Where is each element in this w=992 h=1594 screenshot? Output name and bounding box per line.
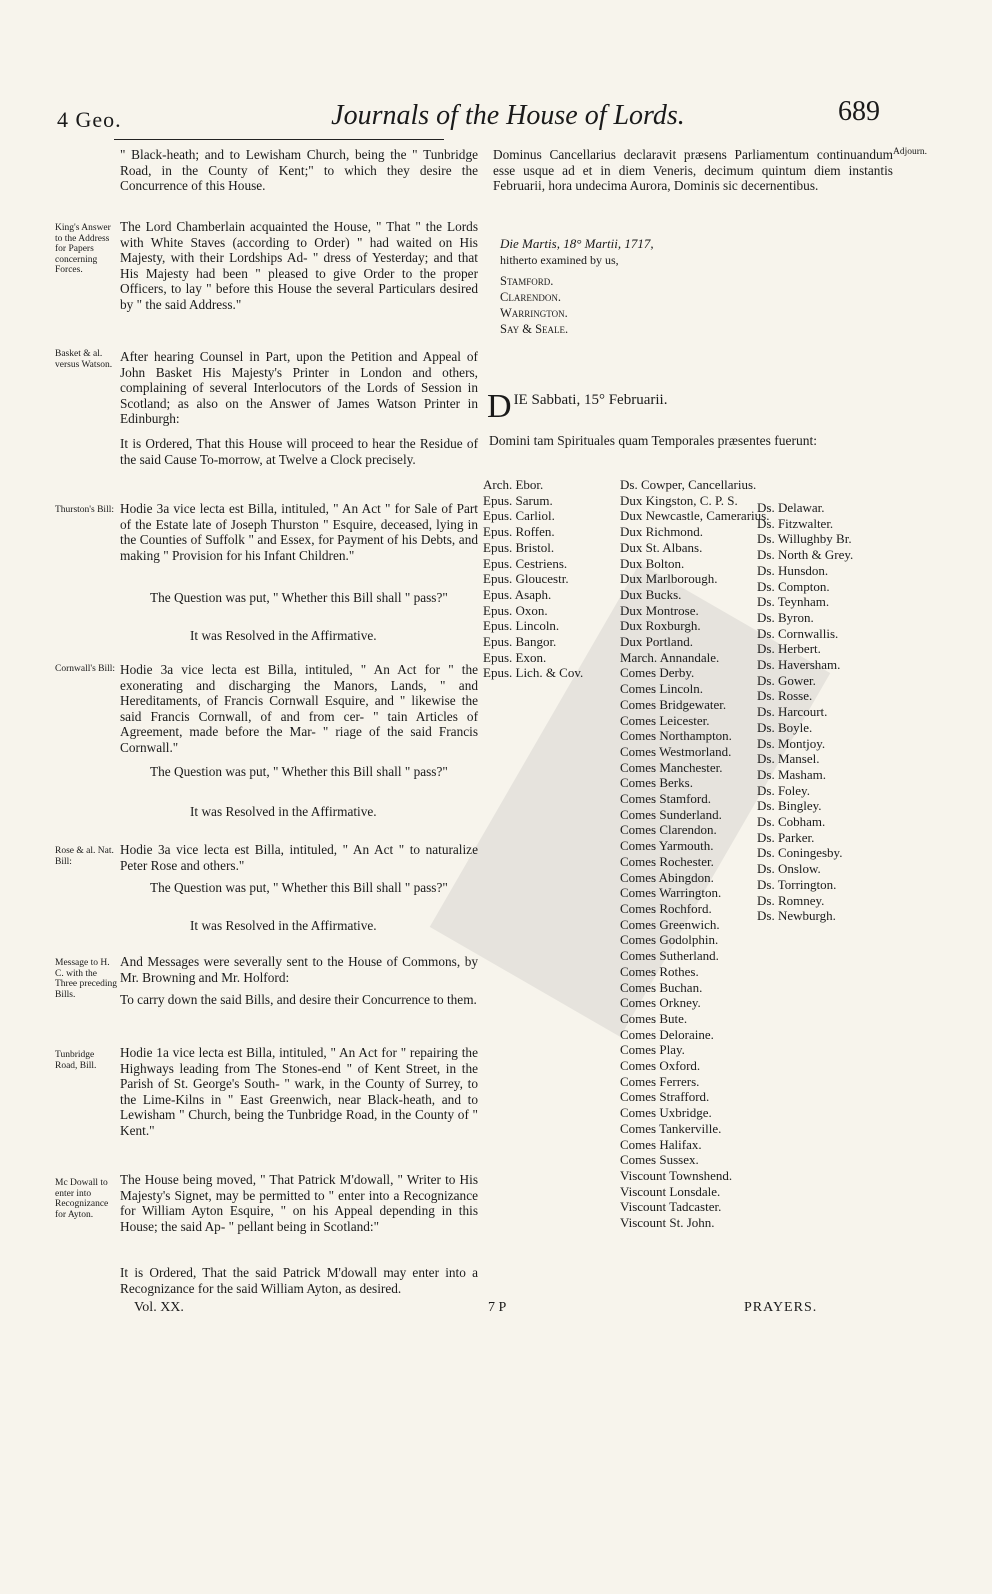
list-item: Comes Strafford. bbox=[620, 1089, 710, 1105]
adjournment-paragraph bbox=[493, 147, 893, 194]
volume-label: Vol. XX. bbox=[134, 1300, 184, 1315]
margin-note: Basket & al. versus Watson. bbox=[55, 349, 113, 370]
list-item: Dux Portland. bbox=[620, 634, 693, 650]
list-item: Comes Berks. bbox=[620, 775, 693, 791]
resolution: It was Resolved in the Affirmative. bbox=[190, 804, 377, 819]
list-item: Comes Sussex. bbox=[620, 1152, 699, 1168]
list-item: Ds. Herbert. bbox=[757, 641, 821, 657]
question-put: The Question was put, " Whether this Bill shall " pass?" bbox=[150, 590, 448, 605]
examined-date: Die Martis, 18° Martii, 1717, bbox=[500, 236, 654, 251]
list-item: Dux Richmond. bbox=[620, 524, 704, 540]
margin-note: Cornwall's Bill: bbox=[55, 664, 116, 674]
list-item: Comes Stamford. bbox=[620, 791, 711, 807]
list-item: Epus. Asaph. bbox=[483, 586, 552, 602]
signature-mark: 7 P bbox=[488, 1300, 507, 1315]
list-item: Comes Yarmouth. bbox=[620, 838, 714, 854]
question-put: The Question was put, " Whether this Bill shall " pass?" bbox=[150, 880, 448, 895]
list-item: Dux Bolton. bbox=[620, 555, 685, 571]
paragraph: It is Ordered, That this House will proceed to hear the Residue of the said Cause To-morrow, at Twelve a Clock precisely. bbox=[120, 436, 478, 467]
left-column-para bbox=[150, 590, 478, 606]
signatory: Warrington. bbox=[500, 306, 568, 320]
barons-list bbox=[757, 500, 892, 924]
reign-label: 4 Geo. bbox=[57, 107, 122, 132]
paragraph: The House being moved, " That Patrick M'dowall, " Writer to His Majesty's Signet, may be permitted to " enter into a Recognizance for William Ayton Esquire, " on his Appeal depending in this House; the said Ap- " pellant being in Scotland:" bbox=[120, 1172, 478, 1234]
left-column-para bbox=[120, 992, 478, 1008]
list-item: Epus. Gloucestr. bbox=[483, 571, 569, 587]
left-column-para bbox=[190, 804, 478, 820]
paragraph: The Lord Chamberlain acquainted the House, " That " the Lords with White Staves (according to Order) " had waited on His Majesty, with their Lordships Ad- " dress of Yesterday; and that His Majesty had been " pleased to give Order to the proper Officers, to lay " before this House the several Particulars desired by " the said Address." bbox=[120, 219, 478, 312]
list-item: Comes Orkney. bbox=[620, 995, 701, 1011]
list-item: Comes Deloraine. bbox=[620, 1026, 714, 1042]
list-item: Ds. Haversham. bbox=[757, 657, 841, 673]
signatory: Clarendon. bbox=[500, 290, 561, 304]
list-item: Comes Leicester. bbox=[620, 712, 710, 728]
catchword: PRAYERS. bbox=[744, 1300, 818, 1315]
list-item: Ds. Newburgh. bbox=[757, 908, 836, 924]
resolution: It was Resolved in the Affirmative. bbox=[190, 628, 377, 643]
left-column-para bbox=[190, 918, 478, 934]
list-item: Comes Lincoln. bbox=[620, 681, 704, 697]
day-heading-text: IE Sabbati, 15° Februarii. bbox=[513, 392, 668, 408]
list-item: Ds. North & Grey. bbox=[757, 547, 854, 563]
list-item: Comes Sutherland. bbox=[620, 948, 719, 964]
journal-title: Journals of the House of Lords. bbox=[331, 100, 685, 131]
list-item: Viscount Tadcaster. bbox=[620, 1199, 722, 1215]
header-rule bbox=[114, 139, 444, 140]
list-item: March. Annandale. bbox=[620, 649, 720, 665]
left-column-para bbox=[120, 662, 478, 756]
list-item: Dux St. Albans. bbox=[620, 539, 703, 555]
left-column-para bbox=[120, 349, 478, 427]
list-item: Epus. Roffen. bbox=[483, 524, 555, 540]
list-item: Epus. Bristol. bbox=[483, 539, 555, 555]
list-item: Ds. Bingley. bbox=[757, 798, 822, 814]
list-item: Epus. Oxon. bbox=[483, 602, 548, 618]
list-item: Dux Marlborough. bbox=[620, 571, 718, 587]
paragraph: Hodie 3a vice lecta est Billa, intituled, " An Act for " the exonerating and discharging the Manors, Lands, " and Hereditaments, of Francis Cornwall Esquire, and " likewise the said Francis Cornwall, of and from cer- " tain Articles of Agreement, made before the Mar- " riage of the said Francis Cornwall." bbox=[120, 662, 478, 755]
paragraph: Dominus Cancellarius declaravit præsens Parliamentum continuandum esse usque ad et in diem Veneris, decimum quintum diem instantis Februarii, hora undecima Aurora, Dominis sic decernentibus. bbox=[493, 147, 893, 194]
list-item: Ds. Fitzwalter. bbox=[757, 515, 834, 531]
list-item: Comes Buchan. bbox=[620, 979, 703, 995]
examined-note: hitherto examined by us, bbox=[500, 253, 619, 267]
list-item: Epus. Lincoln. bbox=[483, 618, 560, 634]
margin-note: Rose & al. Nat. Bill: bbox=[55, 846, 114, 867]
list-item: Epus. Cestriens. bbox=[483, 555, 568, 571]
list-item: Ds. Rosse. bbox=[757, 688, 813, 704]
list-item: Comes Uxbridge. bbox=[620, 1105, 712, 1121]
paragraph: And Messages were severally sent to the House of Commons, by Mr. Browning and Mr. Holford: bbox=[120, 954, 478, 985]
paragraph: It is Ordered, That the said Patrick M'dowall may enter into a Recognizance for the said William Ayton, as desired. bbox=[120, 1265, 478, 1296]
list-item: Comes Greenwich. bbox=[620, 916, 720, 932]
list-item: Ds. Onslow. bbox=[757, 861, 821, 877]
list-item: Ds. Gower. bbox=[757, 672, 816, 688]
paragraph: Hodie 1a vice lecta est Billa, intituled, " An Act for " repairing the Highways leading from The Stones-end " of Kent Street, in the Parish of St. George's South- " wark, in the County of Surrey, to the Lime-Kilns in " East Greenwich, near Black-heath, and to Lewisham " Church, being the Tunbridge Road, in the County of " Kent." bbox=[120, 1045, 478, 1138]
list-item: Comes Manchester. bbox=[620, 759, 723, 775]
signatories bbox=[500, 273, 568, 337]
left-column-para bbox=[120, 219, 478, 313]
list-item: Ds. Willughby Br. bbox=[757, 531, 852, 547]
present-heading: Domini tam Spirituales quam Temporales præsentes fuerunt: bbox=[489, 433, 817, 448]
list-item: Comes Halifax. bbox=[620, 1136, 702, 1152]
paragraph: To carry down the said Bills, and desire their Concurrence to them. bbox=[120, 992, 477, 1007]
list-item: Comes Clarendon. bbox=[620, 822, 717, 838]
left-column-para bbox=[120, 954, 478, 985]
list-item: Dux Bucks. bbox=[620, 586, 682, 602]
signatory: Stamford. bbox=[500, 274, 554, 288]
list-item: Comes Play. bbox=[620, 1042, 685, 1058]
list-item: Dux Montrose. bbox=[620, 602, 699, 618]
list-item: Viscount Townshend. bbox=[620, 1167, 733, 1183]
peers-list bbox=[620, 477, 770, 1231]
margin-note: Thurston's Bill: bbox=[55, 505, 114, 515]
paragraph: " Black-heath; and to Lewisham Church, being the " Tunbridge Road, in the County of Kent;" to which they desire the Concurrence of this House. bbox=[120, 147, 478, 194]
list-item: Comes Rothes. bbox=[620, 963, 699, 979]
left-column-para bbox=[190, 628, 478, 644]
list-item: Comes Bute. bbox=[620, 1010, 688, 1026]
left-column-para bbox=[120, 1172, 478, 1234]
list-item: Ds. Delawar. bbox=[757, 500, 825, 515]
bishops-list bbox=[483, 477, 611, 681]
list-item: Viscount St. John. bbox=[620, 1215, 715, 1231]
list-item: Comes Rochester. bbox=[620, 853, 714, 869]
resolution: It was Resolved in the Affirmative. bbox=[190, 918, 377, 933]
left-column-para bbox=[120, 842, 478, 873]
signatory: Say & Seale. bbox=[500, 322, 569, 336]
question-put: The Question was put, " Whether this Bill shall " pass?" bbox=[150, 764, 448, 779]
list-item: Ds. Cornwallis. bbox=[757, 625, 839, 641]
margin-note: Tunbridge Road, Bill. bbox=[55, 1050, 97, 1071]
drop-cap: D bbox=[487, 388, 512, 425]
list-item: Comes Ferrers. bbox=[620, 1073, 700, 1089]
list-item: Ds. Byron. bbox=[757, 609, 814, 625]
list-item: Comes Rochford. bbox=[620, 900, 712, 916]
list-item: Comes Tankerville. bbox=[620, 1120, 722, 1136]
margin-note: Adjourn. bbox=[893, 147, 928, 157]
list-item: Comes Sunderland. bbox=[620, 806, 722, 822]
list-item: Epus. Bangor. bbox=[483, 634, 557, 650]
list-item: Epus. Lich. & Cov. bbox=[483, 665, 584, 681]
list-item: Comes Warrington. bbox=[620, 885, 722, 901]
paragraph: After hearing Counsel in Part, upon the Petition and Appeal of John Basket His Majesty's Printer in London and others, complaining of several Interlocutors of the Lords of Session in Scotland; as also on the Answer of James Watson Printer in Edinburgh: bbox=[120, 349, 478, 427]
list-item: Arch. Ebor. bbox=[483, 477, 544, 492]
left-column-para bbox=[120, 501, 478, 563]
list-item: Comes Bridgewater. bbox=[620, 696, 727, 712]
left-column-para bbox=[120, 1265, 478, 1296]
list-item: Comes Godolphin. bbox=[620, 932, 719, 948]
margin-note: King's Answer to the Address for Papers concerning Forces. bbox=[55, 223, 111, 275]
list-item: Ds. Harcourt. bbox=[757, 704, 828, 720]
left-column-para bbox=[120, 436, 478, 467]
list-item: Ds. Montjoy. bbox=[757, 735, 826, 751]
list-item: Epus. Exon. bbox=[483, 649, 547, 665]
list-item: Comes Derby. bbox=[620, 665, 695, 681]
list-item: Dux Newcastle, Camerarius. bbox=[620, 508, 770, 524]
list-item: Ds. Hunsdon. bbox=[757, 562, 829, 578]
list-item: Comes Abingdon. bbox=[620, 869, 714, 885]
list-item: Ds. Parker. bbox=[757, 829, 815, 845]
list-item: Epus. Sarum. bbox=[483, 492, 553, 508]
list-item: Ds. Teynham. bbox=[757, 594, 830, 610]
left-column-para bbox=[150, 764, 478, 780]
list-item: Ds. Boyle. bbox=[757, 719, 813, 735]
list-item: Ds. Torrington. bbox=[757, 876, 837, 892]
paragraph: Hodie 3a vice lecta est Billa, intituled, " An Act " for Sale of Part of the Estate late of Joseph Thurston " Esquire, deceased, lying in the Counties of Suffolk " and Essex, for Payment of his Debts, and making " Provision for his Infant Children." bbox=[120, 501, 478, 563]
list-item: Ds. Mansel. bbox=[757, 751, 820, 767]
list-item: Comes Oxford. bbox=[620, 1058, 701, 1074]
list-item: Ds. Foley. bbox=[757, 782, 810, 798]
list-item: Ds. Compton. bbox=[757, 578, 830, 594]
margin-note: Message to H. C. with the Three preceding Bills. bbox=[55, 958, 117, 1000]
list-item: Ds. Masham. bbox=[757, 766, 826, 782]
list-item: Dux Roxburgh. bbox=[620, 618, 701, 634]
left-column-para bbox=[150, 880, 478, 896]
margin-note: Mc Dowall to enter into Recognizance for Ayton. bbox=[55, 1178, 109, 1220]
paragraph: Hodie 3a vice lecta est Billa, intituled, " An Act " to naturalize Peter Rose and others." bbox=[120, 842, 478, 873]
day-heading bbox=[487, 388, 887, 425]
list-item: Comes Northampton. bbox=[620, 728, 732, 744]
list-item: Dux Kingston, C. P. S. bbox=[620, 492, 738, 508]
list-item: Ds. Cowper, Cancellarius. bbox=[620, 477, 757, 492]
list-item: Epus. Carliol. bbox=[483, 508, 555, 524]
page-number: 689 bbox=[838, 96, 880, 127]
list-item: Ds. Cobham. bbox=[757, 814, 826, 830]
list-item: Ds. Coningesby. bbox=[757, 845, 843, 861]
list-item: Ds. Romney. bbox=[757, 892, 825, 908]
left-column-para bbox=[120, 1045, 478, 1139]
list-item: Viscount Lonsdale. bbox=[620, 1183, 721, 1199]
left-column bbox=[120, 147, 478, 194]
list-item: Comes Westmorland. bbox=[620, 743, 732, 759]
